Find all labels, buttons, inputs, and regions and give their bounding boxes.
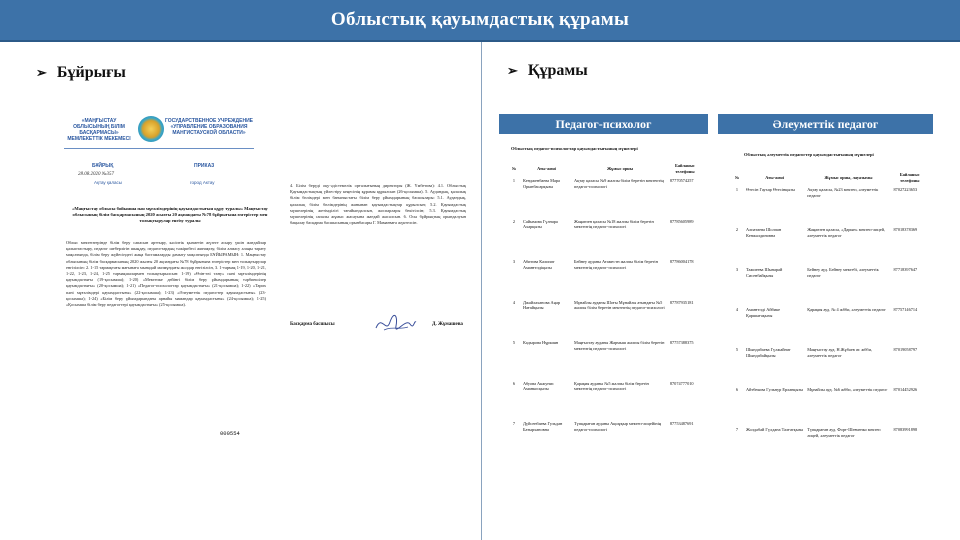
row-number: 7	[735, 427, 739, 433]
member-phone: 87787935181	[669, 299, 694, 305]
order-document	[44, 100, 480, 440]
member-name: Тажиеева Шынарай Сисенбайқызы	[746, 267, 783, 278]
member-name: Аманғелді Айбике Қаршығақызы	[746, 307, 781, 318]
signatory-role: Басқарма басшысы	[290, 322, 335, 327]
vertical-divider	[481, 42, 482, 540]
member-name: Кадырова Нұркиян	[523, 340, 559, 346]
table-row	[507, 176, 702, 217]
org-name-russian: ГОСУДАРСТВЕННОЕ УЧРЕЖДЕНИЕ «УПРАВЛЕНИЕ ОБРАЗОВАНИЯ МАНГИСТАУСКОЙ ОБЛАСТИ»	[164, 118, 253, 136]
order-body-left: Облыс мектептерінде білім беру сапасын арттыру, кәсіптік қызметін жүзеге асыру үшін жағдайлар қалыптастыру, педагог шеберлігін шыңдау, педагогтардың тәжірибесі жинақтау, білім алмасу алаңы тарату мақсатында, білім беру жүйесіндегі жаңа бастамаларды дамыту мақсатында БҰЙЫРАМЫН: 1. Маңғыстау облысының білім басқармасының 2020 жылғы 20 ақпандағы №78 бұйрығына өзгерістер мен толықтырулар енгізілсін: 2. 1-15 тармақтағы мағынаға мынадай мазмұндағы жолдар енгізілсін, 3. 1-тармақ 1-19, 1-20, 1-21, 1-22, 1-23, 1-24, 1-25 тармақшалармен толықтырылсын: 1-19) «Өзін-өзі тану» пәні мұғалімдерінің қауымдастығы (19-қосымша); 1-20) «Мектепке дейінгі білім беру ұйымдарының тәрбиешілер қауымдастығы» (20-қосымша); 1-21) «Педагог-психологтар қауымдастығы» (21-қосымша); 1-22) «Тарих пәні мұғалімдері қауымдастығы» (22-қосымша); 1-23) «Әлеуметтік педагогтер қауымдастығы» (23-қосымша); 1-24) «Білім беру ұйымдарындағы арнайы мамандар қауымдастығы» (24-қосымша); 1-25) «Қосымша білім беру педагогтері қауымдастығы» (25-қосымша).	[66, 240, 266, 308]
section-heading-order	[36, 64, 126, 82]
member-workplace: Маңғыстау ауданы Жармыш жалпы білім беретін мектептің педагог-психологі	[574, 340, 665, 351]
member-workplace: Жаңаөзен қаласы, «Дарын» мектеп-лицей, әлеуметтік педагог	[807, 227, 885, 238]
member-name: Алпатаева Шолпан Кенжалдиновна	[746, 227, 782, 238]
row-number: 2	[512, 218, 516, 224]
doc-date-number: 28.08.2020 №357	[78, 172, 114, 177]
member-workplace: Қарақия ауд. № 4 жбби, әлеуметтік педагог	[807, 307, 887, 313]
member-workplace: Ақтау қаласы, №23 мектеп, әлеуметтік педагог	[807, 187, 879, 198]
table-row	[730, 345, 928, 385]
member-phone: 87018378369	[893, 227, 918, 233]
row-number: 6	[512, 380, 516, 386]
member-phone: 87027223653	[893, 187, 918, 193]
table-row	[507, 217, 702, 258]
member-name: Сайымова Гүлнара Ахарқызы	[523, 218, 558, 230]
section-heading-label: Құрамы	[527, 62, 588, 79]
table-row	[730, 425, 928, 465]
member-phone: 87074777010	[669, 380, 694, 386]
table-row	[730, 305, 928, 345]
member-phone: 87083991898	[893, 427, 918, 433]
member-phone: 87718397647	[893, 267, 918, 273]
table-row	[507, 298, 702, 339]
member-workplace: Жаңаөзен қаласы №18 жалпы білім беретін мектептің педагог-психологі	[574, 218, 654, 230]
table-row	[730, 385, 928, 425]
town-russian: город Актау	[190, 180, 215, 185]
social-pedagogue-table	[730, 170, 928, 465]
member-workplace: Түпқараған ауд. Форт-Шевченко мектеп лицей, әлеуметтік педагог	[807, 427, 881, 438]
arrow-bullet-icon: ➢	[36, 65, 47, 80]
doc-kind-russian: ПРИКАЗ	[194, 163, 215, 169]
member-name: Абитова Калипат Аманғелдіқызы	[523, 259, 555, 270]
row-number: 6	[735, 387, 739, 393]
row-number: 3	[512, 259, 516, 265]
order-body-right: 4. Білім беруді оқу-әдістемелік орталығының директоры (Ж. Үмбетова): 4.1. Облыстық Қауымдастықтың үйлестіру кеңесінің құрамы құрылсын (26-қосымша). 5. Аудандық, қалалық білім бөлімдері мен бағыныстағы білім беру ұйымдарының басшылары: 5.1. Аудандық, қалалық білім бөлімдерінің жанынан қауымдастықтар құрылсын; 5.2. Қауымдастық мүшелерінің жетімділігі тағайындалсын, жоспарлары бекітілсін; 5.3. Қауымдастық мүшелерінің сапалы жұмыс жасауына жағдай жасалсын. 6. Осы бұйрықтың орындалуын бақылау басқарма басшысының орынбасары Г. Мамаеваға жүктелсін.	[290, 183, 466, 226]
psychologist-table	[507, 161, 702, 460]
town-kazakh: Ақтау қаласы	[94, 180, 123, 185]
member-workplace: Мұнайлы ауд. №6 жбби, әлеуметтік педагог	[807, 387, 888, 393]
social-pedagogue-header: Әлеуметтік педагог	[718, 114, 933, 134]
table-row	[730, 225, 928, 265]
member-name: Жолдабай Гүлдана Талғатқызы	[746, 427, 804, 433]
table-row	[507, 419, 702, 460]
member-workplace: Түпқараған ауданы Ақшұқыр мектеп-лицейінің педагог-психологі	[574, 421, 662, 432]
slide-title-bar	[0, 0, 960, 42]
member-phone: 87785605989	[669, 218, 694, 224]
column-header: Байланыс телефоны	[675, 163, 695, 174]
social-table-title: Облыстық әлеуметтік педагогтер қауымдастығының мүшелері	[744, 152, 874, 157]
column-header: №	[511, 165, 517, 171]
member-workplace: Бейнеу ауданы Атаместн жалпы білім беретін мектептің педагог-психологі	[574, 259, 658, 270]
row-number: 4	[735, 307, 739, 313]
doc-kind-kazakh: БҰЙРЫҚ	[92, 163, 114, 169]
row-number: 1	[512, 178, 516, 184]
arrow-bullet-icon: ➢	[507, 63, 518, 78]
column-header: Аты-жөні	[765, 174, 784, 180]
table-row	[730, 185, 928, 225]
social-pedagogue-panel	[718, 134, 933, 454]
member-workplace: Қарақия ауданы №5 жалпы білім беретін мектептің педагог-психологі	[574, 380, 649, 392]
org-name-kazakh: «МАҢҒЫСТАУ ОБЛЫСЫНЫҢ БІЛІМ БАСҚАРМАСЫ» МЕМЛЕКЕТТІК МЕКЕМЕСІ	[67, 118, 131, 142]
row-number: 2	[735, 227, 739, 233]
header-rule	[64, 148, 254, 149]
psychologist-table-title: Облыстық педагог-психологтар қауымдастығының мүшелері	[511, 146, 638, 151]
member-name: Дүйсенбаева Гульдан Батырхановна	[523, 421, 563, 432]
member-name: Кендженбаева Мара Орынбасарқызы	[523, 178, 560, 189]
row-number: 3	[735, 267, 739, 273]
psychologist-header: Педагог-психолог	[499, 114, 708, 134]
member-name: Өтесін Гаухар Өтесінқызы	[746, 187, 795, 193]
signature-icon	[374, 312, 418, 334]
table-row	[730, 265, 928, 305]
order-title: «Маңғыстау облысы бойынша пән мұғалімдерінің қауымдастығын құру туралы» Маңғыстау облысының білім басқармасының 2020 жылғы 20 ақпандағы №78 бұйрығына өзгерістер мен толықтырулар енгізу туралы	[72, 206, 268, 223]
psychologist-panel	[499, 134, 708, 454]
row-number: 4	[512, 299, 516, 305]
row-number: 1	[735, 187, 739, 193]
table-row	[507, 257, 702, 298]
column-header: Жұмыс орны	[606, 165, 633, 171]
section-heading-label: Бұйрығы	[56, 64, 126, 81]
member-workplace: Ақтау қаласы №9 жалпы білім беретін мектептің педагог-психологі	[574, 178, 664, 189]
row-number: 5	[735, 347, 739, 353]
signatory-name: Д. Жұмашева	[432, 322, 463, 327]
member-name: Джайлаханова Аңар Нағайқызы	[523, 299, 561, 311]
member-workplace: Бейнеу ауд. Бейнеу мектебі, әлеуметтік педагог	[807, 267, 879, 278]
member-phone: 87770574257	[669, 178, 694, 184]
member-name: Айтбекова Гульнур Ерланқызы	[746, 387, 803, 393]
column-header: №	[734, 174, 740, 180]
column-header: Байланыс телефоны	[899, 172, 920, 183]
member-workplace: Маңғыстау ауд. Н.Жұбаев ат. жбби, әлеуметтік педагог	[807, 347, 872, 358]
kazakhstan-emblem-icon	[138, 116, 164, 142]
member-phone: 87757146714	[893, 307, 918, 313]
section-heading-members	[507, 62, 588, 80]
doc-serial-number: 000554	[220, 430, 240, 437]
table-row	[507, 338, 702, 379]
column-header: Аты-жөні	[537, 165, 556, 171]
row-number: 5	[512, 340, 516, 346]
member-phone: 87014452926	[893, 387, 918, 393]
member-name: Шындабаева Гүлжайнат Шындабайқызы	[746, 347, 791, 358]
slide-title: Облыстық қауымдастық құрамы	[330, 9, 630, 30]
member-phone: 87019058797	[893, 347, 918, 353]
row-number: 7	[512, 421, 516, 427]
member-name: Абуова Акжунис Аманкосқызы	[523, 380, 554, 392]
column-header: Жұмыс орны, лауазымы	[824, 174, 873, 180]
member-workplace: Мұнайлы ауданы Шоғы Мұнайлы атындағы №5 жалпы білім беретін мектептің педагог-психологі	[574, 299, 665, 311]
member-phone: 87786004178	[669, 259, 694, 265]
member-phone: 87753487691	[669, 421, 694, 427]
table-row	[507, 379, 702, 420]
member-phone: 87757388375	[669, 340, 694, 346]
